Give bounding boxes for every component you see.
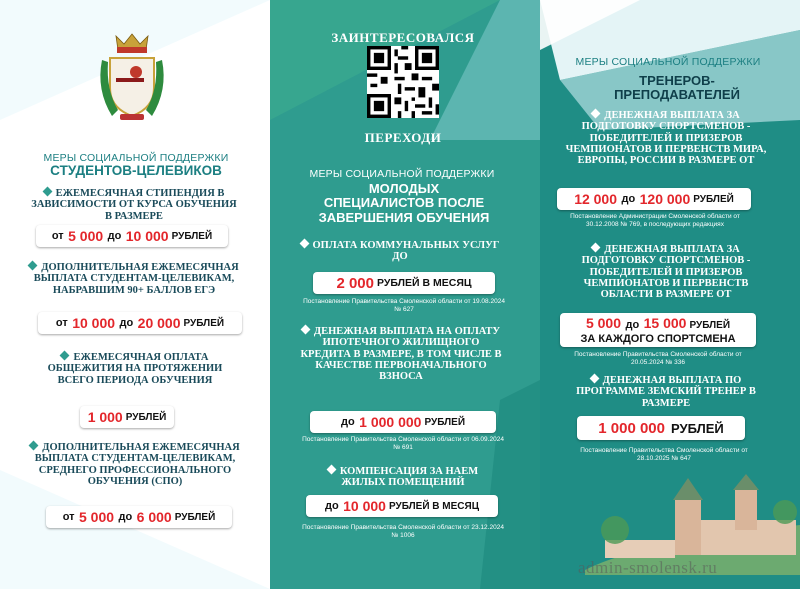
middle-item-1-amount: 2 000 РУБЛЕЙ В МЕСЯЦ bbox=[313, 272, 495, 294]
watermark: admin-smolensk.ru bbox=[578, 558, 718, 577]
diamond-bullet-icon bbox=[300, 325, 310, 335]
right-title: ТРЕНЕРОВ-ПРЕПОДАВАТЕЛЕЙ bbox=[614, 73, 740, 103]
right-item-1-amount: 12 000 до 120 000 РУБЛЕЙ bbox=[557, 188, 751, 210]
middle-item-2-text: ДЕНЕЖНАЯ ВЫПЛАТА НА ОПЛАТУ ИПОТЕЧНОГО ЖИЛИЩНОГО КРЕДИТА В РАЗМЕРЕ, В ТОМ ЧИСЛЕ В КАЧЕСТВЕ ПЕРВОНАЧАЛЬНОГО ВЗНОСА bbox=[300, 326, 502, 383]
right-item-2-note: Постановление Правительства Смоленской области от 20.05.2024 № 336 bbox=[574, 351, 742, 366]
middle-item-3-note: Постановление Правительства Смоленской области от 23.12.2024 № 1006 bbox=[302, 524, 504, 539]
middle-item-2-amount: до 1 000 000 РУБЛЕЙ bbox=[310, 411, 496, 433]
middle-item-1-text: ОПЛАТА КОММУНАЛЬНЫХ УСЛУГ ДО bbox=[300, 240, 500, 263]
left-item-1-text: ЕЖЕМЕСЯЧНАЯ СТИПЕНДИЯ В ЗАВИСИМОСТИ ОТ КУРСА ОБУЧЕНИЯ В РАЗМЕРЕ bbox=[31, 188, 237, 222]
middle-subtitle: МЕРЫ СОЦИАЛЬНОЙ ПОДДЕРЖКИ bbox=[309, 168, 495, 180]
right-item-2-amount: 5 000 до 15 000 РУБЛЕЙ ЗА КАЖДОГО СПОРТСМЕНА bbox=[560, 313, 756, 347]
middle-item-1-note: Постановление Правительства Смоленской области от 19.08.2024 № 627 bbox=[303, 298, 505, 313]
diamond-bullet-icon bbox=[29, 441, 39, 451]
left-title: СТУДЕНТОВ-ЦЕЛЕВИКОВ bbox=[50, 163, 222, 178]
qr-bottom-label: ПЕРЕХОДИ bbox=[364, 130, 442, 145]
right-item-1-text: ДЕНЕЖНАЯ ВЫПЛАТА ЗА ПОДГОТОВКУ СПОРТСМЕНОВ - ПОБЕДИТЕЛЕЙ И ПРИЗЕРОВ ЧЕМПИОНАТОВ И ПЕРВЕНСТВ МИРА, ЕВРОПЫ, РОССИИ В РАЗМЕРЕ ОТ bbox=[565, 110, 767, 167]
right-item-1-note: Постановление Администрации Смоленской области от 30.12.2008 № 769, в последующих редакциях bbox=[570, 213, 740, 228]
left-item-4-amount: от 5 000 до 6 000 РУБЛЕЙ bbox=[46, 506, 232, 528]
diamond-bullet-icon bbox=[28, 261, 38, 271]
diamond-bullet-icon bbox=[42, 187, 52, 197]
diamond-bullet-icon bbox=[589, 374, 599, 384]
middle-item-2-note: Постановление Правительства Смоленской области от 06.09.2024 № 691 bbox=[302, 436, 504, 451]
smolensk-coat-of-arms-icon bbox=[92, 30, 172, 126]
right-item-3-amount: 1 000 000 РУБЛЕЙ bbox=[577, 416, 745, 440]
left-item-3-text: ЕЖЕМЕСЯЧНАЯ ОПЛАТА ОБЩЕЖИТИЯ НА ПРОТЯЖЕНИИ ВСЕГО ПЕРИОДА ОБУЧЕНИЯ bbox=[47, 352, 223, 386]
right-item-2-text: ДЕНЕЖНАЯ ВЫПЛАТА ЗА ПОДГОТОВКУ СПОРТСМЕНОВ - ПОБЕДИТЕЛЕЙ И ПРИЗЕРОВ ЧЕМПИОНАТОВ И ПЕРВЕНСТВ ОБЛАСТИ В РАЗМЕРЕ ОТ bbox=[581, 244, 751, 301]
right-item-3-text: ДЕНЕЖНАЯ ВЫПЛАТА ПО ПРОГРАММЕ ЗЕМСКИЙ ТРЕНЕР В РАЗМЕРЕ bbox=[576, 375, 756, 409]
qr-top-label: ЗАИНТЕРЕСОВАЛСЯ bbox=[331, 30, 475, 45]
middle-item-3-amount: до 10 000 РУБЛЕЙ В МЕСЯЦ bbox=[306, 495, 498, 517]
left-item-2-amount: от 10 000 до 20 000 РУБЛЕЙ bbox=[38, 312, 242, 334]
right-item-3-note: Постановление Правительства Смоленской области от 28.10.2025 № 647 bbox=[580, 447, 748, 462]
left-item-3-amount: 1 000 РУБЛЕЙ bbox=[80, 406, 174, 428]
diamond-bullet-icon bbox=[591, 109, 601, 119]
diamond-bullet-icon bbox=[326, 465, 336, 475]
middle-item-3-text: КОМПЕНСАЦИЯ ЗА НАЕМ ЖИЛЫХ ПОМЕЩЕНИЙ bbox=[306, 466, 500, 489]
left-subtitle: МЕРЫ СОЦИАЛЬНОЙ ПОДДЕРЖКИ bbox=[43, 152, 229, 164]
diamond-bullet-icon bbox=[591, 243, 601, 253]
diamond-bullet-icon bbox=[60, 351, 70, 361]
qr-code-icon[interactable] bbox=[367, 46, 439, 118]
middle-title: МОЛОДЫХ СПЕЦИАЛИСТОВ ПОСЛЕ ЗАВЕРШЕНИЯ ОБУЧЕНИЯ bbox=[318, 181, 490, 225]
right-subtitle: МЕРЫ СОЦИАЛЬНОЙ ПОДДЕРЖКИ bbox=[575, 56, 761, 68]
left-item-2-text: ДОПОЛНИТЕЛЬНАЯ ЕЖЕМЕСЯЧНАЯ ВЫПЛАТА СТУДЕНТАМ-ЦЕЛЕВИКАМ, НАБРАВШИМ 90+ БАЛЛОВ ЕГЭ bbox=[28, 262, 240, 296]
left-item-4-text: ДОПОЛНИТЕЛЬНАЯ ЕЖЕМЕСЯЧНАЯ ВЫПЛАТА СТУДЕНТАМ-ЦЕЛЕВИКАМ, СРЕДНЕГО ПРОФЕССИОНАЛЬНОГО ОБУЧЕНИЯ (СПО) bbox=[22, 442, 248, 487]
left-item-1-amount: от 5 000 до 10 000 РУБЛЕЙ bbox=[36, 225, 228, 247]
diamond-bullet-icon bbox=[299, 239, 309, 249]
